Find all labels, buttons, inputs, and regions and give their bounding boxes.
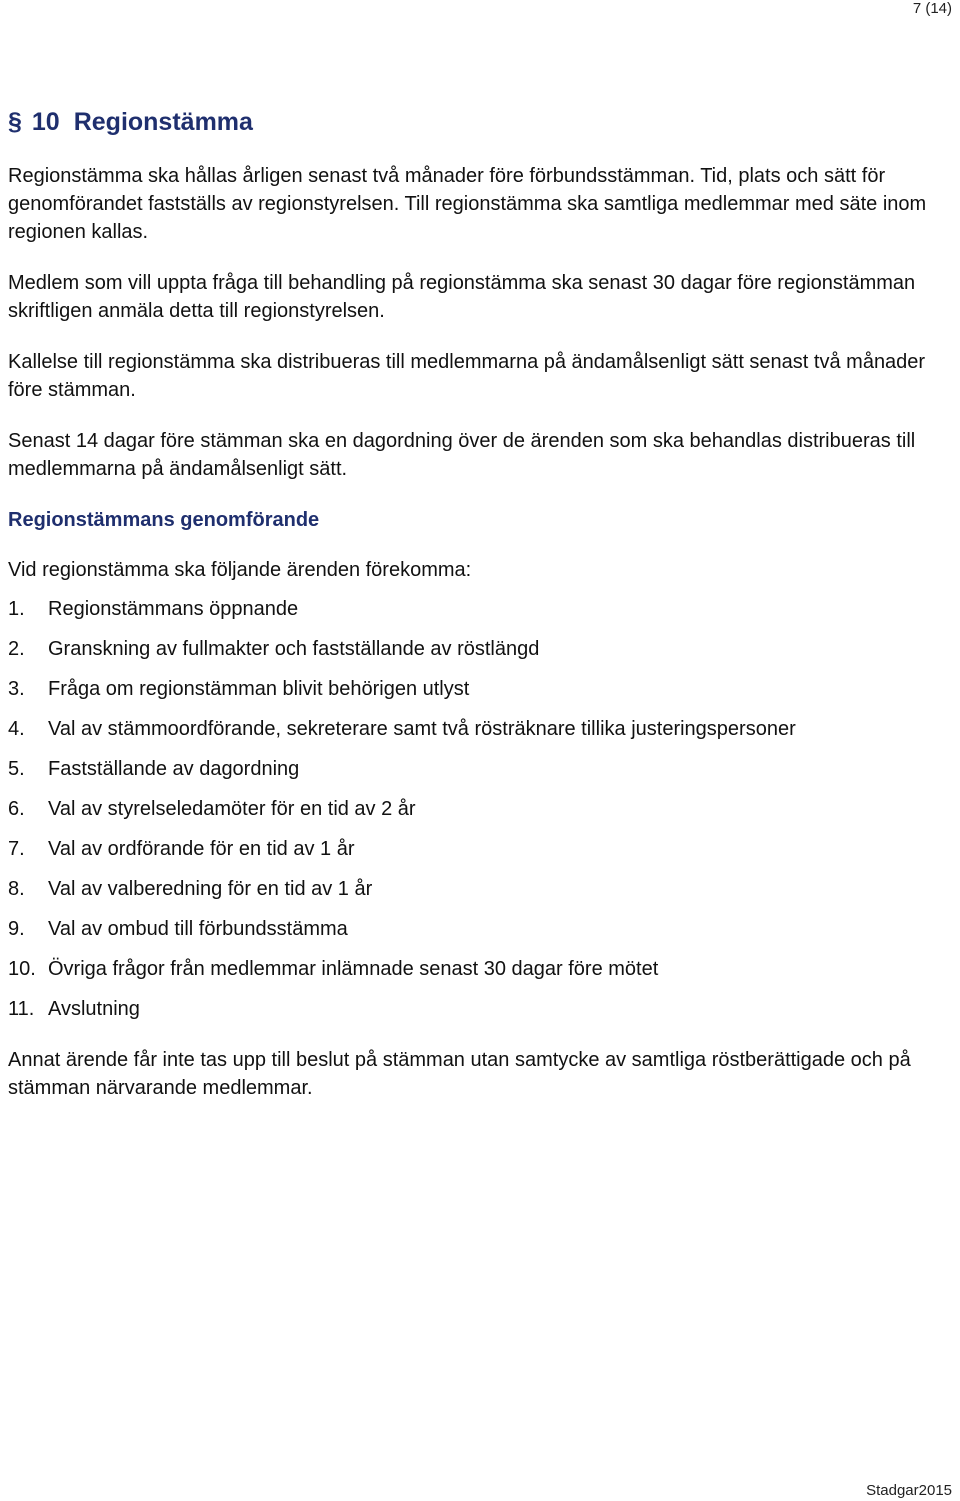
- item-number: 1.: [8, 598, 25, 620]
- list-item: [8, 955, 948, 983]
- item-text: Val av ombud till förbundsstämma: [48, 918, 348, 940]
- section-symbol: §: [8, 108, 22, 136]
- agenda-intro: Vid regionstämma ska följande ärenden förekomma:: [8, 559, 472, 581]
- item-number: 6.: [8, 798, 25, 820]
- item-number: 4.: [8, 718, 25, 740]
- item-number: 9.: [8, 918, 25, 940]
- item-text: Val av ordförande för en tid av 1 år: [48, 838, 355, 860]
- list-item: [8, 995, 948, 1023]
- item-number: 11.: [8, 998, 35, 1020]
- subheading: Regionstämmans genomförande: [8, 509, 320, 531]
- list-item: [8, 635, 948, 663]
- paragraph: Regionstämma ska hållas årligen senast två månader före förbundsstämman. Tid, plats och sätt för genomförandet fastställs av regionstyrelsen. Till regionstämma ska samtliga medlemmar med säte inom regionen kallas.: [8, 165, 927, 243]
- item-number: 5.: [8, 758, 25, 780]
- page-number: 7 (14): [912, 0, 952, 17]
- paragraph: Medlem som vill uppta fråga till behandling på regionstämma ska senast 30 dagar före regionstämman skriftligen anmäla detta till regionstyrelsen.: [8, 272, 916, 322]
- document-body: [8, 106, 948, 1125]
- item-text: Val av stämmoordförande, sekreterare samt två rösträknare tillika justeringspersoner: [48, 718, 796, 740]
- paragraph: Kallelse till regionstämma ska distribueras till medlemmarna på ändamålsenligt sätt senast två månader före stämman.: [8, 351, 926, 401]
- list-item: [8, 835, 948, 863]
- item-text: Fastställande av dagordning: [48, 758, 300, 780]
- agenda-list: [8, 595, 948, 1023]
- item-text: Val av styrelseledamöter för en tid av 2 år: [48, 798, 416, 820]
- item-text: Avslutning: [48, 998, 140, 1020]
- closing-paragraph: Annat ärende får inte tas upp till beslut på stämman utan samtycke av samtliga röstberättigade och på stämman närvarande medlemmar.: [8, 1049, 911, 1099]
- paragraph: Senast 14 dagar före stämman ska en dagordning över de ärenden som ska behandlas distribueras till medlemmarna på ändamålsenligt sätt.: [8, 430, 916, 480]
- list-item: [8, 755, 948, 783]
- list-item: [8, 595, 948, 623]
- footer-label: Stadgar2015: [866, 1482, 952, 1499]
- item-text: Regionstämmans öppnande: [48, 598, 299, 620]
- list-item: [8, 715, 948, 743]
- list-item: [8, 915, 948, 943]
- item-text: Fråga om regionstämman blivit behörigen utlyst: [48, 678, 470, 700]
- section-heading: [8, 106, 948, 138]
- item-text: Granskning av fullmakter och fastställande av röstlängd: [48, 638, 540, 660]
- item-number: 8.: [8, 878, 25, 900]
- section-title: Regionstämma: [73, 108, 253, 136]
- section-number: 10: [31, 108, 60, 136]
- list-item: [8, 795, 948, 823]
- item-text: Val av valberedning för en tid av 1 år: [48, 878, 373, 900]
- item-number: 3.: [8, 678, 25, 700]
- item-number: 7.: [8, 838, 25, 860]
- list-item: [8, 675, 948, 703]
- item-text: Övriga frågor från medlemmar inlämnade senast 30 dagar före mötet: [48, 958, 659, 980]
- item-number: 2.: [8, 638, 25, 660]
- item-number: 10.: [8, 958, 36, 980]
- list-item: [8, 875, 948, 903]
